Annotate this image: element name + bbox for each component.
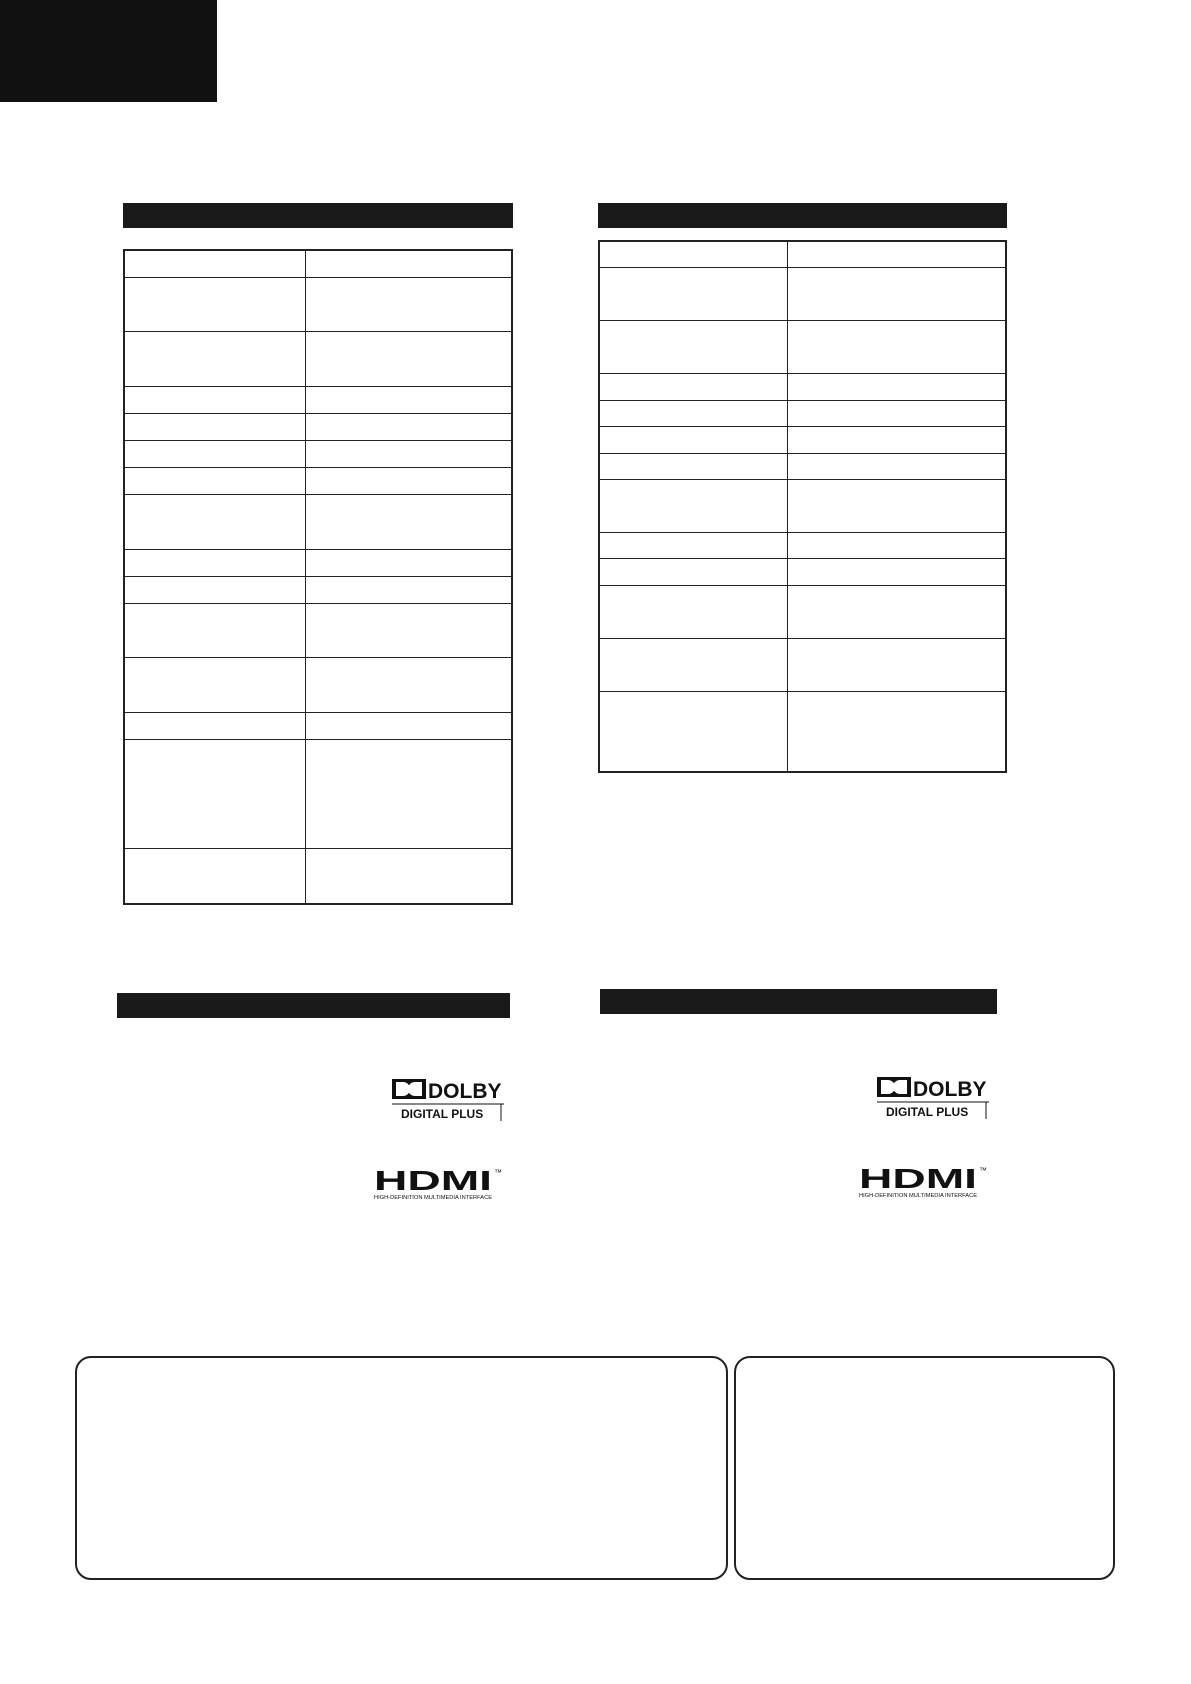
spec-table-row xyxy=(600,427,1005,453)
spec-table-column-divider xyxy=(305,251,306,903)
bottom-right-note-box xyxy=(734,1356,1115,1580)
spec-table-row xyxy=(125,387,511,414)
spec-table-row xyxy=(125,468,511,495)
bottom-left-note-box xyxy=(75,1356,728,1580)
right-spec-section-header xyxy=(598,203,1007,228)
spec-table-row xyxy=(125,496,511,550)
spec-table-row xyxy=(600,374,1005,400)
spec-table-row xyxy=(125,333,511,387)
spec-table-row xyxy=(600,533,1005,559)
hdmi-subtitle: HIGH-DEFINITION MULTIMEDIA INTERFACE xyxy=(374,1195,493,1201)
left-spec-section-header xyxy=(123,203,513,228)
spec-table-row xyxy=(125,713,511,740)
hdmi-trademark: ™ xyxy=(979,1166,987,1175)
hdmi-wordmark-icon xyxy=(859,1165,989,1199)
spec-table-row xyxy=(125,577,511,604)
spec-table-row xyxy=(125,251,511,278)
spec-table-row xyxy=(600,242,1005,268)
spec-table-row xyxy=(125,849,511,903)
spec-table-row xyxy=(125,550,511,577)
left-features-section-header xyxy=(117,993,510,1018)
spec-table-row xyxy=(600,692,1005,771)
spec-table-row xyxy=(125,414,511,441)
spec-table-row xyxy=(125,278,511,332)
spec-table-row xyxy=(600,321,1005,374)
hdmi-subtitle: HIGH-DEFINITION MULTIMEDIA INTERFACE xyxy=(859,1193,978,1199)
dolby-double-d-icon xyxy=(877,1074,989,1120)
corner-tab-block xyxy=(0,0,217,102)
hdmi-wordmark: HDMI xyxy=(374,1167,492,1196)
hdmi-wordmark: HDMI xyxy=(859,1165,977,1194)
dolby-wordmark: DOLBY xyxy=(428,1080,502,1103)
dolby-subtitle: DIGITAL PLUS xyxy=(401,1107,484,1121)
hdmi-trademark: ™ xyxy=(494,1168,502,1177)
spec-table-row xyxy=(600,401,1005,427)
left-spec-table xyxy=(123,249,513,905)
spec-table-row xyxy=(125,604,511,658)
spec-table-row xyxy=(125,441,511,468)
spec-table-row xyxy=(125,740,511,849)
hdmi-logo-left xyxy=(374,1167,504,1201)
spec-table-row xyxy=(600,559,1005,585)
right-features-section-header xyxy=(600,989,997,1014)
spec-table-row xyxy=(600,480,1005,533)
dolby-logo-left xyxy=(392,1076,504,1122)
dolby-wordmark: DOLBY xyxy=(913,1078,987,1101)
spec-table-row xyxy=(600,586,1005,639)
dolby-double-d-icon xyxy=(392,1076,504,1122)
spec-table-column-divider xyxy=(787,242,788,771)
dolby-subtitle: DIGITAL PLUS xyxy=(886,1105,969,1119)
hdmi-wordmark-icon xyxy=(374,1167,504,1201)
spec-table-row xyxy=(125,659,511,713)
hdmi-logo-right xyxy=(859,1165,989,1199)
dolby-logo-right xyxy=(877,1074,989,1120)
spec-table-row xyxy=(600,639,1005,692)
spec-table-row xyxy=(600,268,1005,321)
spec-table-row xyxy=(600,454,1005,480)
right-spec-table xyxy=(598,240,1007,773)
